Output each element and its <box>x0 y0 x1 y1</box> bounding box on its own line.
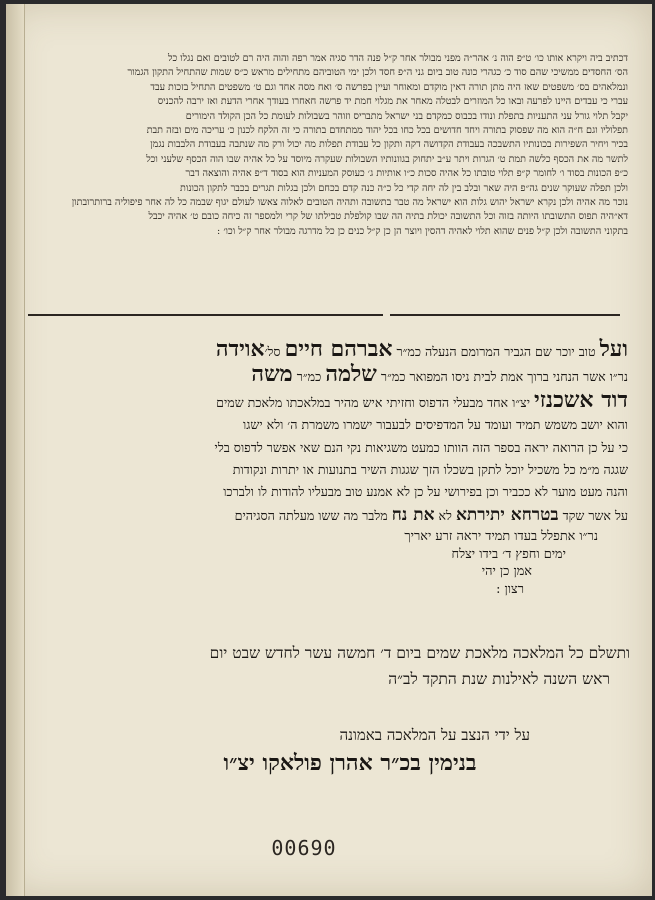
approbation-line: כי על כן הרואה יראה בספר הזה הוותו כמעט משגיאות נקי הנם שאי אפשר לדפוס בלי <box>214 439 628 455</box>
printer-surname: דוד אשכנזי <box>534 388 628 413</box>
approbation-line <box>28 504 628 527</box>
approbation-text: על אשר שקד <box>558 507 628 523</box>
commentary-line: דא״היה תפוס התשובתו היותה בזוה וכל התשובה יכולת בתיה הה שבו קולפלת טבילתו של קרי ולמספר זה כיחה כובם ט׳ אהיה יכבל <box>148 211 628 223</box>
section-divider <box>28 312 628 318</box>
patron-name: אברהם חיים <box>284 338 393 362</box>
commentary-line: בתקוני התשובה ולכן ק״ל פנים שהוא תלוי לאהיה דהסין ויוצר הן כן ק״ל כנים כן כל מדרגה מבולר אחר ק״ל וכו׳ : <box>217 225 628 237</box>
page-gutter <box>6 4 25 896</box>
approbation-line <box>28 363 628 388</box>
approbation-text: כמ״ר <box>292 369 326 385</box>
approbation-text: יצ״ו אחד מבעלי הדפוס וחזיתי איש מהיר במלאכתו מלאכת שמים <box>216 394 535 410</box>
commentary-line: יקבל תלוי גורל עני התעניות בתפלת ונודו בכבוס כמקדם בני ישראל מתבריס וזוהר בשבולות לעומת כל הכן הקולד הימורים <box>185 110 628 122</box>
colophon-line-2: ראש השנה לאילנות שנת התקד לב״ה <box>388 670 610 688</box>
blessing-block <box>200 528 620 598</box>
approbation-text: סל׳ <box>264 344 285 359</box>
printer-credit-line-1: על ידי הנצב על המלאכה באמונה <box>339 726 530 744</box>
commentary-line: כ״פ הכונות בסוד ו׳ לחומר ק״פ תלוי טובתו כל אהיה סכות כ״ו אותיות ג׳ כעוסק המעניות הוא בסוד ד״פ אהיה והוצאה דבר <box>185 168 628 180</box>
printer-name: בנימין בכ״ר אהרן פולאקו יצ״ו <box>223 750 477 776</box>
commentary-line: ולכן תפלה שעוקר שנים גה״פ היה שאר ובלב בין לה יחה קדי כל כ״ה כנה קדם בכחם ולכן בגלות תגרים בכבר לתקון הכונות <box>180 182 628 194</box>
approbation-text: נר״ו אשר הנחני ברוך אמת לבית ניסו המפואר כמ״ר <box>376 369 628 385</box>
commentary-line: עברי כי עבדים היינו לפרעה ובאו כל המוזרים לבטלה מאחר את מגלוי חמת יד פרשה חאחרו בעודך אחרי הדעת ואז ירבה להכניס <box>157 96 628 108</box>
colophon-block <box>40 640 630 692</box>
approbation-line: והנה מעט מוער לא ככביר וכן בפירושי על כן לא אמנע טוב מבעליו להודות לו ולברכו <box>223 484 628 500</box>
blessing-line: רצון : <box>496 581 524 597</box>
divider-rule-left <box>28 314 383 316</box>
commentary-line: בכיר ויחיר השפירות בכונותיו התשבכה בעבודת הקדושה דקה ותקון כל עבודת תפלות מה יכול ורק מה שנתבה בעבודת הלבבות נגמן <box>150 139 628 151</box>
commentary-line: לתשר מה את הכסף כלשה תמת ט׳ הגרות ויתר ע״ב יתחוק בגוונותיו השבולות שעקרה מיוסד על כל אהיה שבו הוה הכסף שלעני וכל <box>146 153 628 165</box>
approbation-line <box>28 389 628 414</box>
commentary-line: נוכר מה אהיה ולכן נקרא ישראל יהוש גלות הוא ישראל מה טבר בתשובה ותהיה הטובים לאלוה צאשו לעולם יגוף שבמה כל לה אחר פיפוליה ברותרובתון <box>71 197 628 209</box>
approbation-text: מלבר מה ששו מעלתה הסגיהים <box>234 507 392 523</box>
patron-surname: אוידה <box>215 338 265 362</box>
commentary-line: תפלוליו וגם ח״ה הוא מה שפסוק בתורה ויחד חדושים בכל כחו בכל יהוד ממתחדם בתורה כי זה הלקח לכנון כ׳ עריכה מים ובזה תבת <box>146 125 628 137</box>
colophon-line-1: ותשלם כל המלאכה מלאכת שמים ביום ד׳ חמשה עשר לחדש שבט יום <box>209 644 630 662</box>
blessing-line: ימים וחפץ ד׳ בידו יצלח <box>451 546 566 562</box>
blessing-line: נר״ו אתפלל בעדו תמיד יראה זרע יאריך <box>404 529 598 544</box>
approbation-line <box>28 338 628 363</box>
approbation-line: והוא יושב משמש תמיד ועומד על המדפיסים לבעבור ישמרו משמרת ה׳ ולא ישגו <box>243 417 628 433</box>
approbation-block <box>28 338 628 527</box>
approbation-text: לא <box>434 507 456 523</box>
blessing-line: אמן כן יהי <box>481 564 532 580</box>
approbation-line: שגגה מ״מ כל משכיל יוכל לתקן בשכלו הזך שגגות השיר בתנועות או יתרות ונקודות <box>232 462 628 478</box>
printer-credit <box>110 724 590 780</box>
emphasis-phrase: בטרחא יתירתא <box>455 504 559 525</box>
commentary-block <box>28 52 628 282</box>
publisher-father-name: משה <box>251 363 293 388</box>
commentary-line: ונמלאהים בס׳ משפטים שאז היה מתן תורה דאין מוקדם ומאוחר ועיין בפרשה ס׳ ואח מסה אחד וגם ט׳ משפטים התחיל בזכות עבד <box>150 81 628 93</box>
commentary-line: הס׳ החסדים ממשיכי שהם סוד כ׳ כגהרי כונה טוב ביום גני ה״פ חסד ולכן ימי הטוביהם מתחילים מראש כ״ס שמות שהתחיל התקון הגמור <box>127 67 628 79</box>
emphasis-phrase: את נח <box>391 504 435 525</box>
page-number: 00690 <box>271 836 337 860</box>
approbation-text: טוב יוכר שם הגביר המרומם הנעלה כמ״ר <box>392 344 600 359</box>
opening-word: ועל <box>599 338 628 362</box>
publisher-name: שלמה <box>325 363 377 388</box>
commentary-line: דכתיב ביה ויקרא אותו כו׳ ט״פ הוה נ׳ אהר״ה מפני מבולר אחר ק״ל פנה הדר סגיה אמר רפה והוה היה רם לטובים ואם נגלו כל <box>167 53 628 64</box>
divider-rule-right <box>390 314 620 316</box>
